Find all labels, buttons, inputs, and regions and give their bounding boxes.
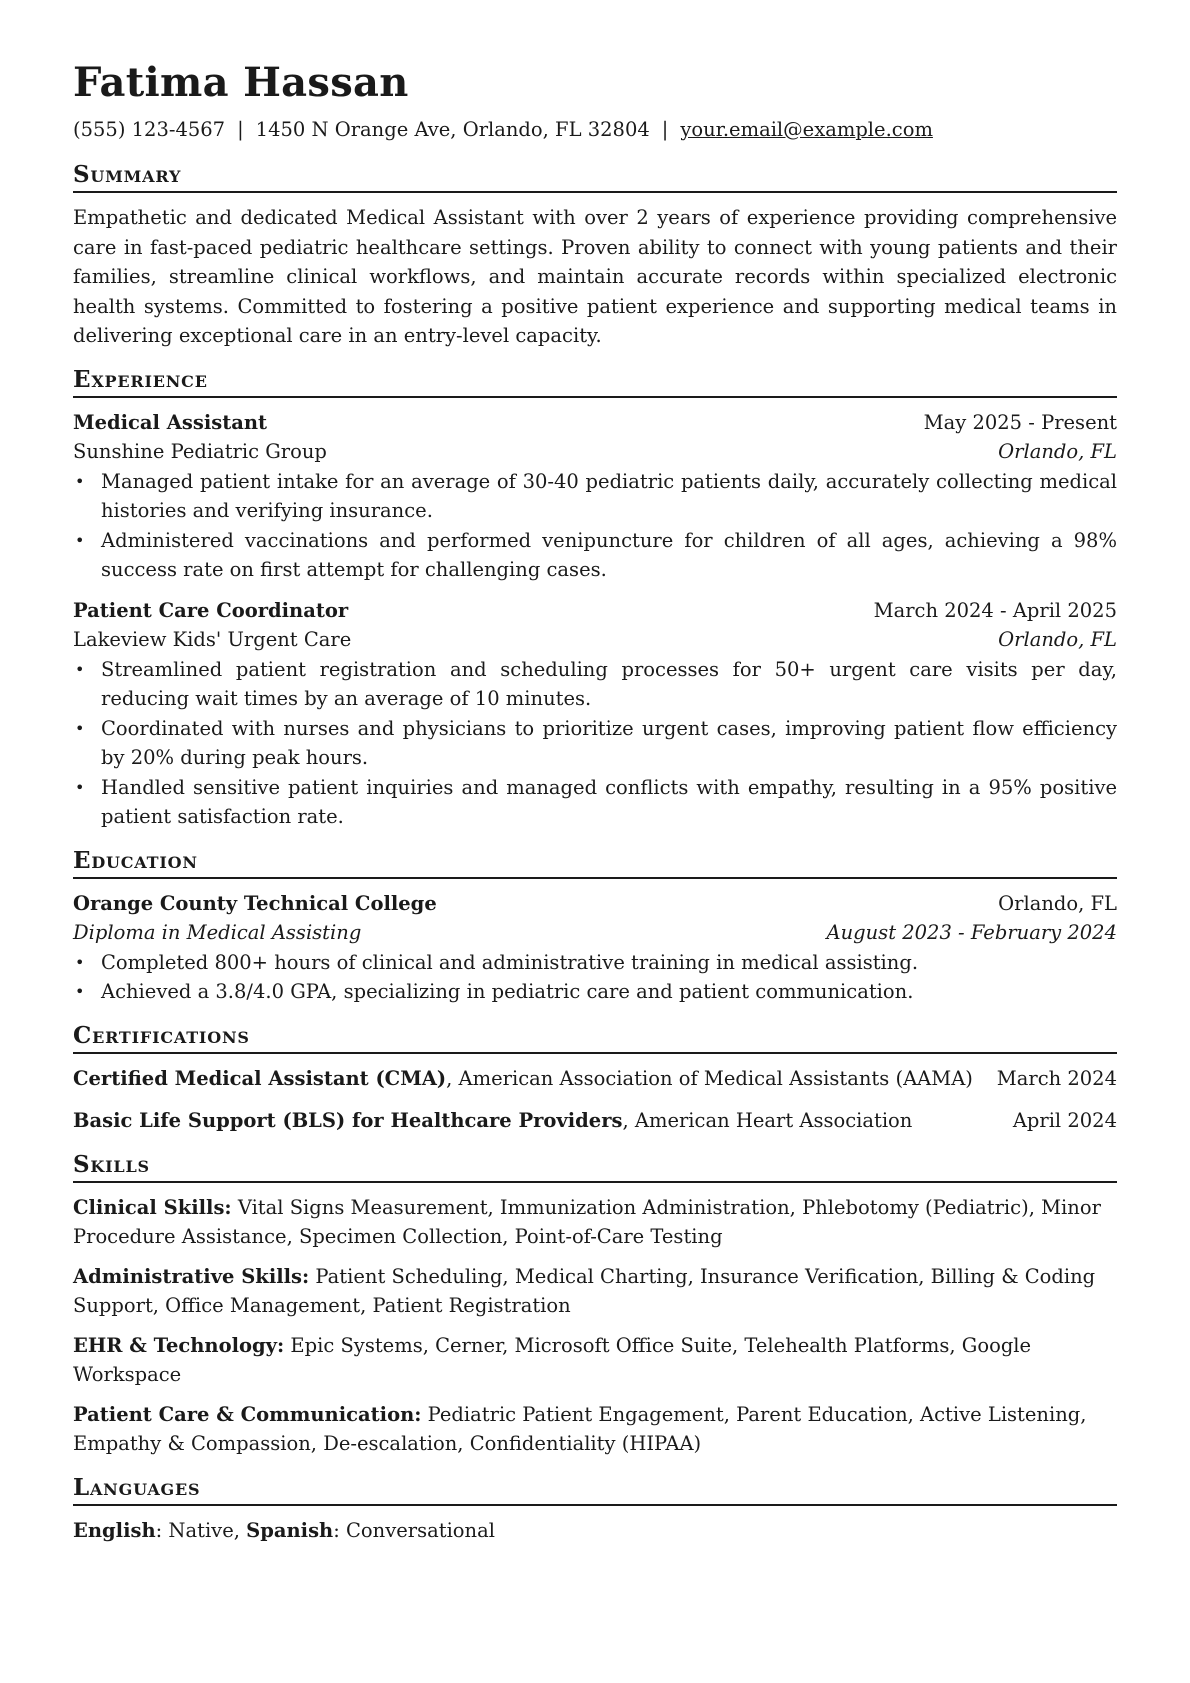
language-name: Spanish	[246, 1518, 334, 1542]
bullet-item: • Streamlined patient registration and scheduling processes for 50+ urgent care visits per day, reducing wait times by an average of 10 minutes.	[101, 655, 1117, 714]
job-location: Orlando, FL	[998, 628, 1117, 651]
certification-date: April 2024	[1012, 1109, 1117, 1132]
experience-section	[73, 408, 1117, 832]
job-dates: March 2024 - April 2025	[873, 598, 1117, 622]
skill-label: EHR & Technology:	[73, 1333, 285, 1357]
certification-issuer: , American Association of Medical Assistants (AAMA)	[446, 1066, 973, 1090]
skill-list: Pediatric Patient Engagement, Parent Education, Active Listening, Empathy & Compassion, De-escalation, Confidentiality (HIPAA)	[73, 1402, 1087, 1455]
certification-date: March 2024	[996, 1066, 1117, 1090]
certification-issuer: , American Heart Association	[622, 1109, 913, 1132]
section-title-skills: Skills	[73, 1150, 1117, 1183]
language-level: : Conversational	[333, 1518, 495, 1542]
bullet-item: • Handled sensitive patient inquiries and managed conflicts with empathy, resulting in a 95% positive patient satisfaction rate.	[101, 773, 1117, 832]
job-location: Orlando, FL	[998, 440, 1117, 463]
contact-line	[73, 116, 1117, 144]
section-title-certifications: Certifications	[73, 1021, 1117, 1054]
bullet-item: • Managed patient intake for an average of 30-40 pediatric patients daily, accurately collecting medical histories and verifying insurance.	[101, 467, 1117, 526]
bullet-item: • Completed 800+ hours of clinical and administrative training in medical assisting.	[101, 948, 1117, 978]
certification-name: Certified Medical Assistant (CMA)	[73, 1066, 447, 1090]
certification-item	[73, 1064, 1117, 1094]
candidate-name: Fatima Hassan	[73, 59, 409, 106]
job-entry	[73, 408, 1117, 585]
skill-label: Patient Care & Communication:	[73, 1402, 422, 1426]
address: 1450 N Orange Ave, Orlando, FL 32804	[255, 118, 650, 141]
section-title-experience: Experience	[73, 365, 1117, 398]
skill-group	[73, 1262, 1117, 1321]
summary-section	[73, 203, 1117, 351]
certification-name: Basic Life Support (BLS) for Healthcare Providers	[73, 1109, 623, 1132]
skill-group	[73, 1400, 1117, 1459]
bullet-item: • Achieved a 3.8/4.0 GPA, specializing in pediatric care and patient communication.	[101, 977, 1117, 1007]
email-link[interactable]: your.email@example.com	[680, 118, 933, 141]
skill-group	[73, 1331, 1117, 1390]
section-title-summary: Summary	[73, 160, 1117, 193]
job-entry	[73, 596, 1117, 832]
section-title-education: Education	[73, 846, 1117, 879]
bullet-item: • Coordinated with nurses and physicians to prioritize urgent cases, improving patient flow efficiency by 20% during peak hours.	[101, 714, 1117, 773]
skill-list: Epic Systems, Cerner, Microsoft Office Suite, Telehealth Platforms, Google Workspace	[73, 1333, 1032, 1386]
job-role: Patient Care Coordinator	[73, 598, 349, 622]
job-dates: May 2025 - Present	[923, 410, 1117, 434]
education-bullets	[73, 948, 1117, 1007]
education-dates: August 2023 - February 2024	[826, 921, 1117, 944]
skills-section	[73, 1193, 1117, 1459]
skill-list: Patient Scheduling, Medical Charting, Insurance Verification, Billing & Coding Support, Office Management, Patient Registration	[73, 1264, 1096, 1317]
skill-label: Clinical Skills:	[73, 1195, 232, 1219]
school-name: Orange County Technical College	[73, 891, 437, 915]
language-name: English	[73, 1518, 156, 1542]
skill-label: Administrative Skills:	[73, 1264, 310, 1288]
skill-list: Vital Signs Measurement, Immunization Administration, Phlebotomy (Pediatric), Minor Procedure Assistance, Specimen Collection, Point-of-Care Testing	[73, 1195, 1101, 1248]
education-section	[73, 889, 1117, 1007]
phone-number: (555) 123-4567	[73, 118, 226, 141]
certification-item	[73, 1106, 1117, 1136]
school-location: Orlando, FL	[998, 891, 1117, 915]
skill-group	[73, 1193, 1117, 1252]
section-title-languages: Languages	[73, 1473, 1117, 1506]
job-bullets	[73, 655, 1117, 832]
separator: |	[237, 118, 244, 141]
language-level: : Native,	[155, 1518, 247, 1542]
job-company: Sunshine Pediatric Group	[73, 440, 327, 463]
job-role: Medical Assistant	[73, 410, 268, 434]
bullet-item: • Administered vaccinations and performed venipuncture for children of all ages, achieving a 98% success rate on first attempt for challenging cases.	[101, 526, 1117, 585]
separator: |	[661, 118, 669, 141]
languages-section	[73, 1516, 1117, 1546]
degree: Diploma in Medical Assisting	[73, 921, 362, 944]
job-company: Lakeview Kids' Urgent Care	[73, 628, 352, 651]
certifications-section	[73, 1064, 1117, 1136]
summary-text: Empathetic and dedicated Medical Assistant with over 2 years of experience providing comprehensive care in fast-paced pediatric healthcare settings. Proven ability to connect with young patients and their families, streamline clinical workflows, and maintain accurate records within specialized electronic health systems. Committed to fostering a positive patient experience and supporting medical teams in delivering exceptional care in an entry-level capacity.	[73, 206, 1117, 347]
job-bullets	[73, 467, 1117, 585]
